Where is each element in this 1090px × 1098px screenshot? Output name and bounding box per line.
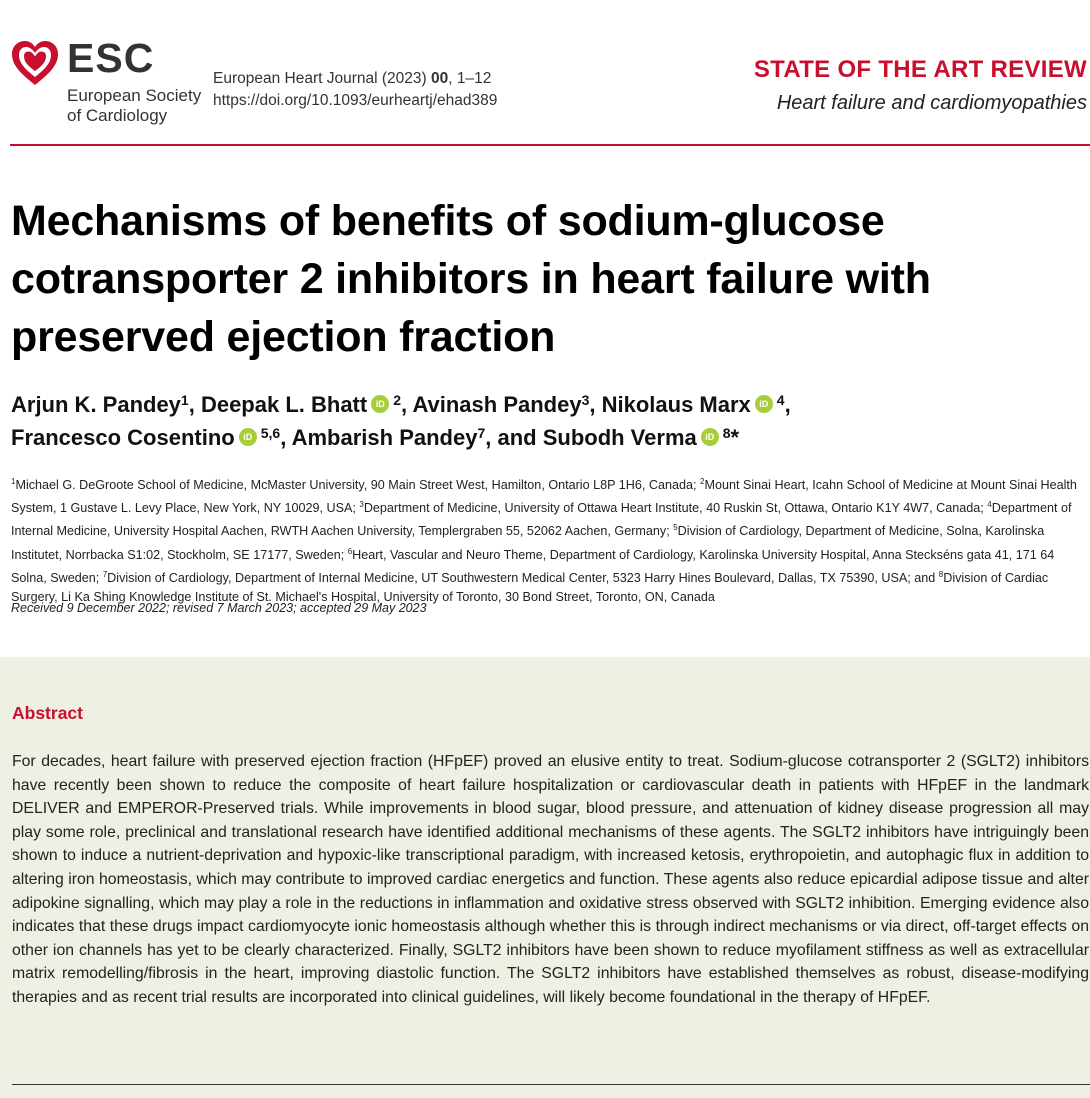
author-affiliation-number: 2 xyxy=(393,392,402,408)
journal-citation: European Heart Journal (2023) 00, 1–12 https://doi.org/10.1093/eurheartj/ehad389 xyxy=(213,68,497,112)
author-name: Avinash Pandey xyxy=(412,392,582,417)
affiliation-text: Mount Sinai Heart, Icahn School of Medicine at Mount Sinai Health System, 1 Gustave L. Levy Place, New York, NY 10029, USA; xyxy=(11,478,1077,516)
esc-logo-subtitle: European Society of Cardiology xyxy=(67,86,202,125)
author-affiliation-number: 7 xyxy=(477,425,486,441)
abstract-text: For decades, heart failure with preserved ejection fraction (HFpEF) proved an elusive entity to treat. Sodium-glucose cotransporter 2 (SGLT2) inhibitors have recently been shown to reduce the composite of heart failure hospitalization or cardiovascular death in patients with HFpEF in the landmark DELIVER and EMPEROR-Preserved trials. While improvements in blood sugar, blood pressure, and attenuation of kidney disease progression all may play some role, preclinical and translational research have identified additional mechanisms of these agents. The SGLT2 inhibitors have intriguingly been shown to induce a nutrient-deprivation and hypoxic-like transcriptional paradigm, with increased ketosis, erythropoietin, and autophagic flux in addition to altering iron homeostasis, which may contribute to improved cardiac energetics and function. These agents also reduce epicardial adipose tissue and alter adipokine signalling, which may play a role in the reductions in inflammation and oxidative stress observed with SGLT2 inhibition. Emerging evidence also indicates that these drugs impact cardiomyocyte ionic homeostasis although whether this is through indirect mechanisms or via direct, off-target effects on other ion channels has yet to be clearly characterized. Finally, SGLT2 inhibitors have been shown to reduce myofilament stiffness as well as extracellular matrix remodelling/fibrosis in the heart, improving diastolic function. The SGLT2 inhibitors have established themselves as robust, disease-modifying therapies and as recent trial results are incorporated into clinical guidelines, will likely become foundational in the therapy of HFpEF. xyxy=(12,753,1089,1006)
author-list xyxy=(11,388,1086,454)
heart-logo-icon xyxy=(10,40,60,88)
orcid-icon[interactable]: iD xyxy=(701,428,719,446)
author-affiliation-number: 4 xyxy=(776,392,785,408)
affiliation-text: Division of Cardiac Surgery, Li Ka Shing Knowledge Institute of St. Michael's Hospital, University of Toronto, 30 Bond Street, Toronto, ON, Canada xyxy=(11,570,1049,604)
review-topic-label: Heart failure and cardiomyopathies xyxy=(776,92,1087,114)
affiliation-text: Division of Cardiology, Department of Medicine, Solna, Karolinska Institutet, Norrbacka S1:02, Stockholm, SE 17177, Sweden; xyxy=(11,524,1045,562)
author-affiliation-number: 5,6 xyxy=(260,425,281,441)
page-header xyxy=(0,0,1090,146)
publication-dates: Received 9 December 2022; revised 7 March 2023; accepted 29 May 2023 xyxy=(11,601,427,615)
author-separator: , xyxy=(280,425,292,450)
author-affiliation-number: 1 xyxy=(180,392,189,408)
author-name: Subodh Verma xyxy=(542,425,697,450)
review-type-label: STATE OF THE ART REVIEW xyxy=(753,56,1087,83)
author-name: Arjun K. Pandey xyxy=(11,392,181,417)
abstract-divider xyxy=(12,1084,1090,1085)
author-separator: * xyxy=(730,425,740,450)
author-name: Nikolaus Marx xyxy=(601,392,751,417)
author-separator: , xyxy=(784,392,791,417)
affiliation-number: 4 xyxy=(987,500,992,510)
affiliation-number: 6 xyxy=(347,546,353,556)
author-separator: , xyxy=(401,392,413,417)
affiliation-text: Department of Internal Medicine, University Hospital Aachen, RWTH Aachen University, Templergraben 55, 52062 Aachen, Germany; xyxy=(11,501,1072,539)
orcid-icon[interactable]: iD xyxy=(371,395,389,413)
abstract-heading: Abstract xyxy=(12,703,83,723)
affiliation-number: 3 xyxy=(359,500,364,510)
author-affiliation-number: 8 xyxy=(722,425,731,441)
orcid-icon[interactable]: iD xyxy=(239,428,257,446)
author-separator: , xyxy=(188,392,201,417)
author-separator: , xyxy=(589,392,602,417)
author-name: Ambarish Pandey xyxy=(291,425,478,450)
author-affiliation-number: 3 xyxy=(581,392,590,408)
affiliation-number: 2 xyxy=(700,477,705,486)
affiliation-number: 8 xyxy=(938,569,944,579)
affiliation-number: 1 xyxy=(11,477,16,486)
affiliation-text: Division of Cardiology, Department of Internal Medicine, UT Southwestern Medical Center, 5323 Harry Hines Boulevard, Dallas, TX 75390, USA; and xyxy=(107,570,939,585)
affiliations xyxy=(11,472,1081,607)
header-divider xyxy=(10,144,1090,146)
author-separator: , and xyxy=(485,425,543,450)
esc-logo-text: ESC xyxy=(67,35,155,81)
affiliation-text: Department of Medicine, University of Ottawa Heart Institute, 40 Ruskin St, Ottawa, Ontario K1Y 4W7, Canada; xyxy=(363,501,988,516)
affiliation-number: 5 xyxy=(673,523,678,533)
author-name: Deepak L. Bhatt xyxy=(200,392,368,417)
affiliation-number: 7 xyxy=(102,569,108,579)
affiliation-text: Heart, Vascular and Neuro Theme, Department of Cardiology, Karolinska University Hospital, Anna Steckséns gata 41, 171 64 Solna, Sweden; xyxy=(11,547,1055,585)
affiliation-text: Michael G. DeGroote School of Medicine, McMaster University, 90 Main Street West, Hamilton, Ontario L8P 1H6, Canada; xyxy=(15,478,701,493)
orcid-icon[interactable]: iD xyxy=(755,395,773,413)
author-name: Francesco Cosentino xyxy=(11,425,235,450)
doi-link[interactable]: https://doi.org/10.1093/eurheartj/ehad389 xyxy=(213,92,498,109)
article-title: Mechanisms of benefits of sodium-glucose cotransporter 2 inhibitors in heart failure with preserved ejection fraction xyxy=(11,197,931,361)
